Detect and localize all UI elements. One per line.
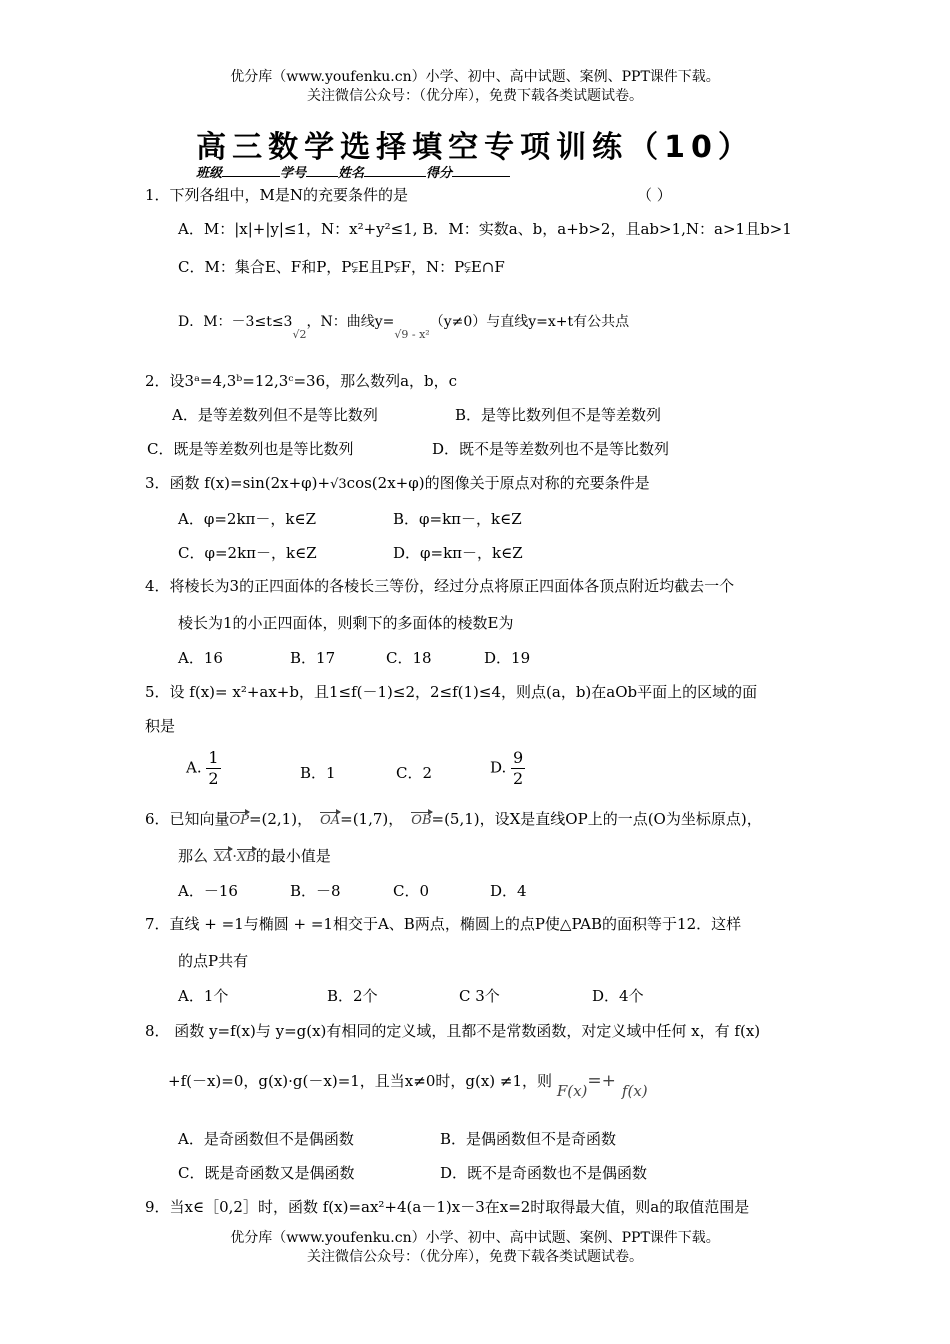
id-blank: [306, 164, 338, 177]
q4-option-b: B．17: [290, 649, 336, 667]
q2-option-b: B．是等比数列但不是等差数列: [455, 406, 662, 424]
q5-option-d-den: 2: [513, 769, 524, 788]
q6-option-c: C．0: [393, 882, 430, 900]
q1-answer-paren: （ ）: [637, 186, 672, 204]
q6-stem-c: =(1,7)，: [340, 810, 404, 828]
q8-option-d: D．既不是奇函数也不是偶函数: [440, 1164, 648, 1182]
q6-stem-b: =(2,1)，: [248, 810, 313, 828]
q3-stem-sqrt: √3: [330, 477, 347, 492]
q3-stem-b: cos(2x+φ)的图像关于原点对称的充要条件是: [346, 474, 650, 492]
dot-operator: ·: [232, 847, 237, 865]
q7-option-c: C 3个: [459, 987, 500, 1005]
q3-stem: [145, 472, 650, 493]
class-label: 班级: [196, 166, 223, 181]
q1-option-d-text-b: ，N：曲线y=: [306, 314, 395, 330]
q3-option-c: C．φ=2kπ－，k∈Z: [178, 544, 317, 562]
vector-ob: OB: [411, 813, 432, 828]
q7-option-b: B．2个: [327, 987, 378, 1005]
footer-line-2: 关注微信公众号：（优分库），免费下载各类试题试卷。: [307, 1249, 643, 1265]
q5-stem-line-1: 5．设 f(x)= x²+ax+b，且1≤f(－1)≤2，2≤f(1)≤4，则点(a，b)在aOb平面上的区域的面: [145, 683, 758, 701]
q6-option-a: A．－16: [178, 882, 238, 900]
q2-stem: 2．设3ᵃ=4,3ᵇ=12,3ᶜ=36，那么数列a，b，c: [145, 372, 458, 390]
q7-stem-line-1: 7．直线 + =1与椭圆 + =1相交于A、B两点，椭圆上的点P使△PAB的面积等于12．这样: [145, 915, 742, 933]
header-line-1: 优分库（www.youfenku.cn）小学、初中、高中试题、案例、PPT课件下载。: [230, 69, 720, 85]
q8-formula-fx: f(x): [621, 1082, 648, 1100]
q6-stem2-b: 的最小值是: [255, 847, 331, 865]
vector-op: OP: [229, 813, 249, 828]
q8-formula-f: F(x): [556, 1082, 588, 1100]
q1-option-a: A．M：|x|+|y|≤1，N：x²+y²≤1, B．M：实数a、b，a+b>2，且ab>1,N：a>1且b>1: [178, 220, 792, 238]
q7-option-d: D．4个: [592, 987, 644, 1005]
q1-option-d-sqrt2: √9 - x²: [394, 328, 430, 341]
id-label: 学号: [280, 166, 307, 181]
score-blank: [452, 164, 510, 177]
q8-stem-line-1: 8． 函数 y=f(x)与 y=g(x)有相同的定义域，且都不是常数函数，对定义域中任何 x，有 f(x): [145, 1022, 761, 1040]
q5-option-d-label: D.: [490, 758, 507, 777]
header-line-2: 关注微信公众号：（优分库），免费下载各类试题试卷。: [307, 88, 643, 104]
q1-option-c: C．M：集合E、F和P，P⫋E且P⫋F，N：P⫋E∩F: [178, 258, 505, 276]
q6-stem-d: =(5,1)，设X是直线OP上的一点(O为坐标原点)，: [431, 810, 762, 828]
vector-oa: OA: [320, 813, 341, 828]
footer-line-1: 优分库（www.youfenku.cn）小学、初中、高中试题、案例、PPT课件下载。: [230, 1230, 720, 1246]
q6-stem-line-2: [178, 845, 331, 866]
q6-option-d: D．4: [490, 882, 527, 900]
score-label: 得分: [426, 166, 453, 181]
q1-stem: 1．下列各组中，M是N的充要条件的是: [145, 186, 409, 204]
q5-option-d: [490, 748, 525, 789]
vector-xb: XB: [236, 850, 256, 865]
q7-stem-line-2: 的点P共有: [178, 952, 249, 970]
name-label: 姓名: [338, 166, 365, 181]
q1-option-d-text-a: D．M：－3≤t≤3: [178, 314, 293, 330]
q8-option-b: B．是偶函数但不是奇函数: [440, 1130, 617, 1148]
q5-option-d-num: 9: [513, 748, 524, 767]
q4-option-c: C．18: [386, 649, 432, 667]
q6-stem-a: 6．已知向量: [145, 810, 230, 828]
q8-formula-eq: =+: [587, 1071, 616, 1091]
q2-option-a: A．是等差数列但不是等比数列: [172, 406, 378, 424]
q4-option-a: A．16: [178, 649, 223, 667]
q4-stem-line-1: 4．将棱长为3的正四面体的各棱长三等份，经过分点将原正四面体各顶点附近均截去一个: [145, 577, 735, 595]
q1-option-d: [178, 311, 630, 341]
q6-stem-line-1: [145, 808, 762, 829]
q5-option-d-fraction: [511, 748, 525, 789]
q5-option-a: [186, 748, 221, 789]
q3-option-a: A．φ=2kπ－，k∈Z: [178, 510, 317, 528]
vector-xa: XA: [214, 850, 233, 865]
q5-option-a-fraction: [206, 748, 220, 789]
q5-option-b: B．1: [300, 764, 336, 782]
q2-option-d: D．既不是等差数列也不是等比数列: [432, 440, 670, 458]
class-blank: [222, 164, 280, 177]
name-blank: [364, 164, 426, 177]
q6-stem2-a: 那么: [178, 847, 209, 865]
q6-option-b: B．－8: [290, 882, 341, 900]
q5-stem-line-2: 积是: [145, 717, 176, 735]
q2-option-c: C．既是等差数列也是等比数列: [147, 440, 354, 458]
q3-stem-a: 3．函数 f(x)=sin(2x+φ)+: [145, 474, 331, 492]
q4-stem-line-2: 棱长为1的小正四面体，则剩下的多面体的棱数E为: [178, 614, 514, 632]
q3-option-d: D．φ=kπ－，k∈Z: [393, 544, 523, 562]
q5-option-a-label: A.: [186, 758, 202, 777]
q8-option-a: A．是奇函数但不是偶函数: [178, 1130, 354, 1148]
q8-stem-line-2: [168, 1070, 648, 1100]
q1-option-d-sqrt: √2: [292, 328, 307, 341]
q5-option-a-num: 1: [208, 748, 219, 767]
q8-stem-line-2-text: +f(－x)=0，g(x)·g(－x)=1，且当x≠0时，g(x) ≠1，则: [168, 1072, 553, 1090]
q8-option-c: C．既是奇函数又是偶函数: [178, 1164, 355, 1182]
q1-option-d-text-c: （y≠0）与直线y=x+t有公共点: [429, 314, 630, 330]
q5-option-c: C．2: [396, 764, 433, 782]
q3-option-b: B．φ=kπ－，k∈Z: [393, 510, 522, 528]
q4-option-d: D．19: [484, 649, 531, 667]
q9-stem: 9．当x∈［0,2］时，函数 f(x)=ax²+4(a－1)x－3在x=2时取得最大值，则a的取值范围是: [145, 1198, 750, 1216]
q5-option-a-den: 2: [208, 769, 219, 788]
q7-option-a: A．1个: [178, 987, 229, 1005]
page-title: 高三数学选择填空专项训练（10）: [196, 130, 754, 165]
student-info: [196, 162, 510, 181]
